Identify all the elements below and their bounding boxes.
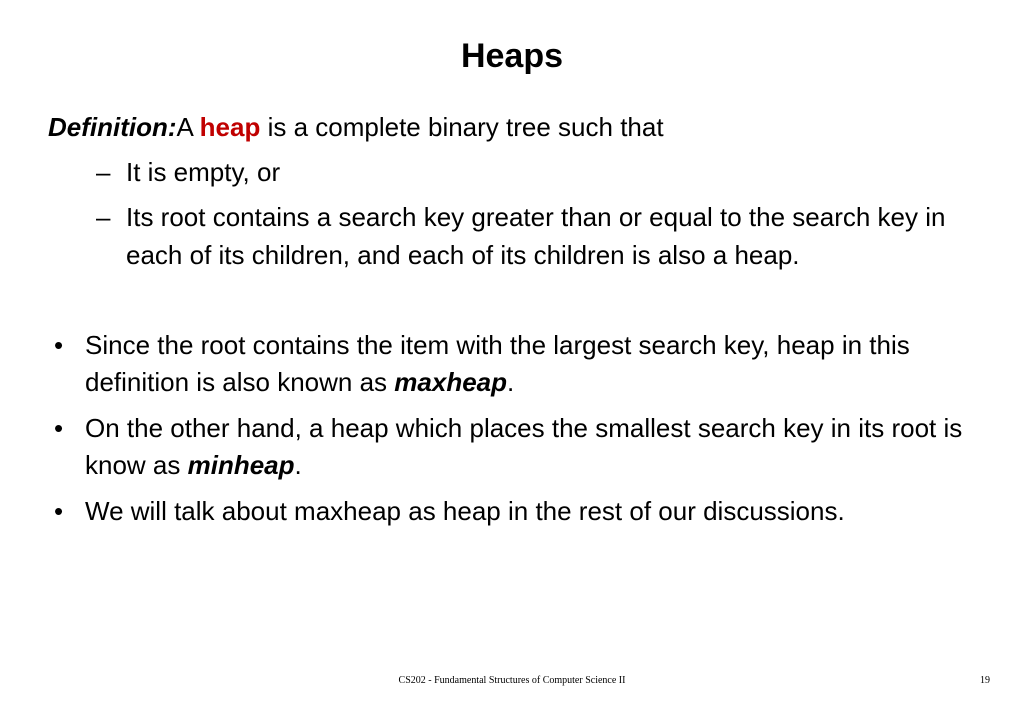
definition-rest: is a complete binary tree such that [260,112,664,142]
definition-conditions [96,153,976,281]
bullet-suffix: . [507,367,515,397]
heap-highlight: heap [199,112,261,142]
minheap-term: minheap [187,450,295,480]
bullet-text: On the other hand, a heap which places the smallest search key in its root is know as [85,413,963,480]
bullet-item [48,410,988,484]
bullet-marker: • [54,330,64,360]
bullet-suffix: . [294,450,302,480]
definition-line [48,108,988,146]
condition-item [96,198,976,274]
bullet-marker: • [54,496,64,526]
bullet-item [48,327,988,401]
slide-title: Heaps [460,37,564,75]
bullet-item [48,493,988,530]
condition-text: Its root contains a search key greater than or equal to the search key in each of its children, and each of its children is also a heap. [126,202,946,270]
bullet-text: Since the root contains the item with the largest search key, heap in this definition is also known as [85,330,910,397]
bullet-list [48,327,988,539]
slide-footer: CS202 - Fundamental Structures of Computer Science II [398,675,626,686]
condition-item [96,153,976,191]
bullet-text: We will talk about maxheap as heap in the rest of our discussions. [85,496,845,526]
definition-lead: A [176,112,200,142]
maxheap-term: maxheap [394,367,508,397]
definition-term: Definition: [48,112,177,142]
condition-text: It is empty, or [126,157,281,187]
dash-marker: – [96,202,111,232]
page-number: 19 [980,675,990,686]
dash-marker: – [96,157,111,187]
bullet-marker: • [54,413,64,443]
